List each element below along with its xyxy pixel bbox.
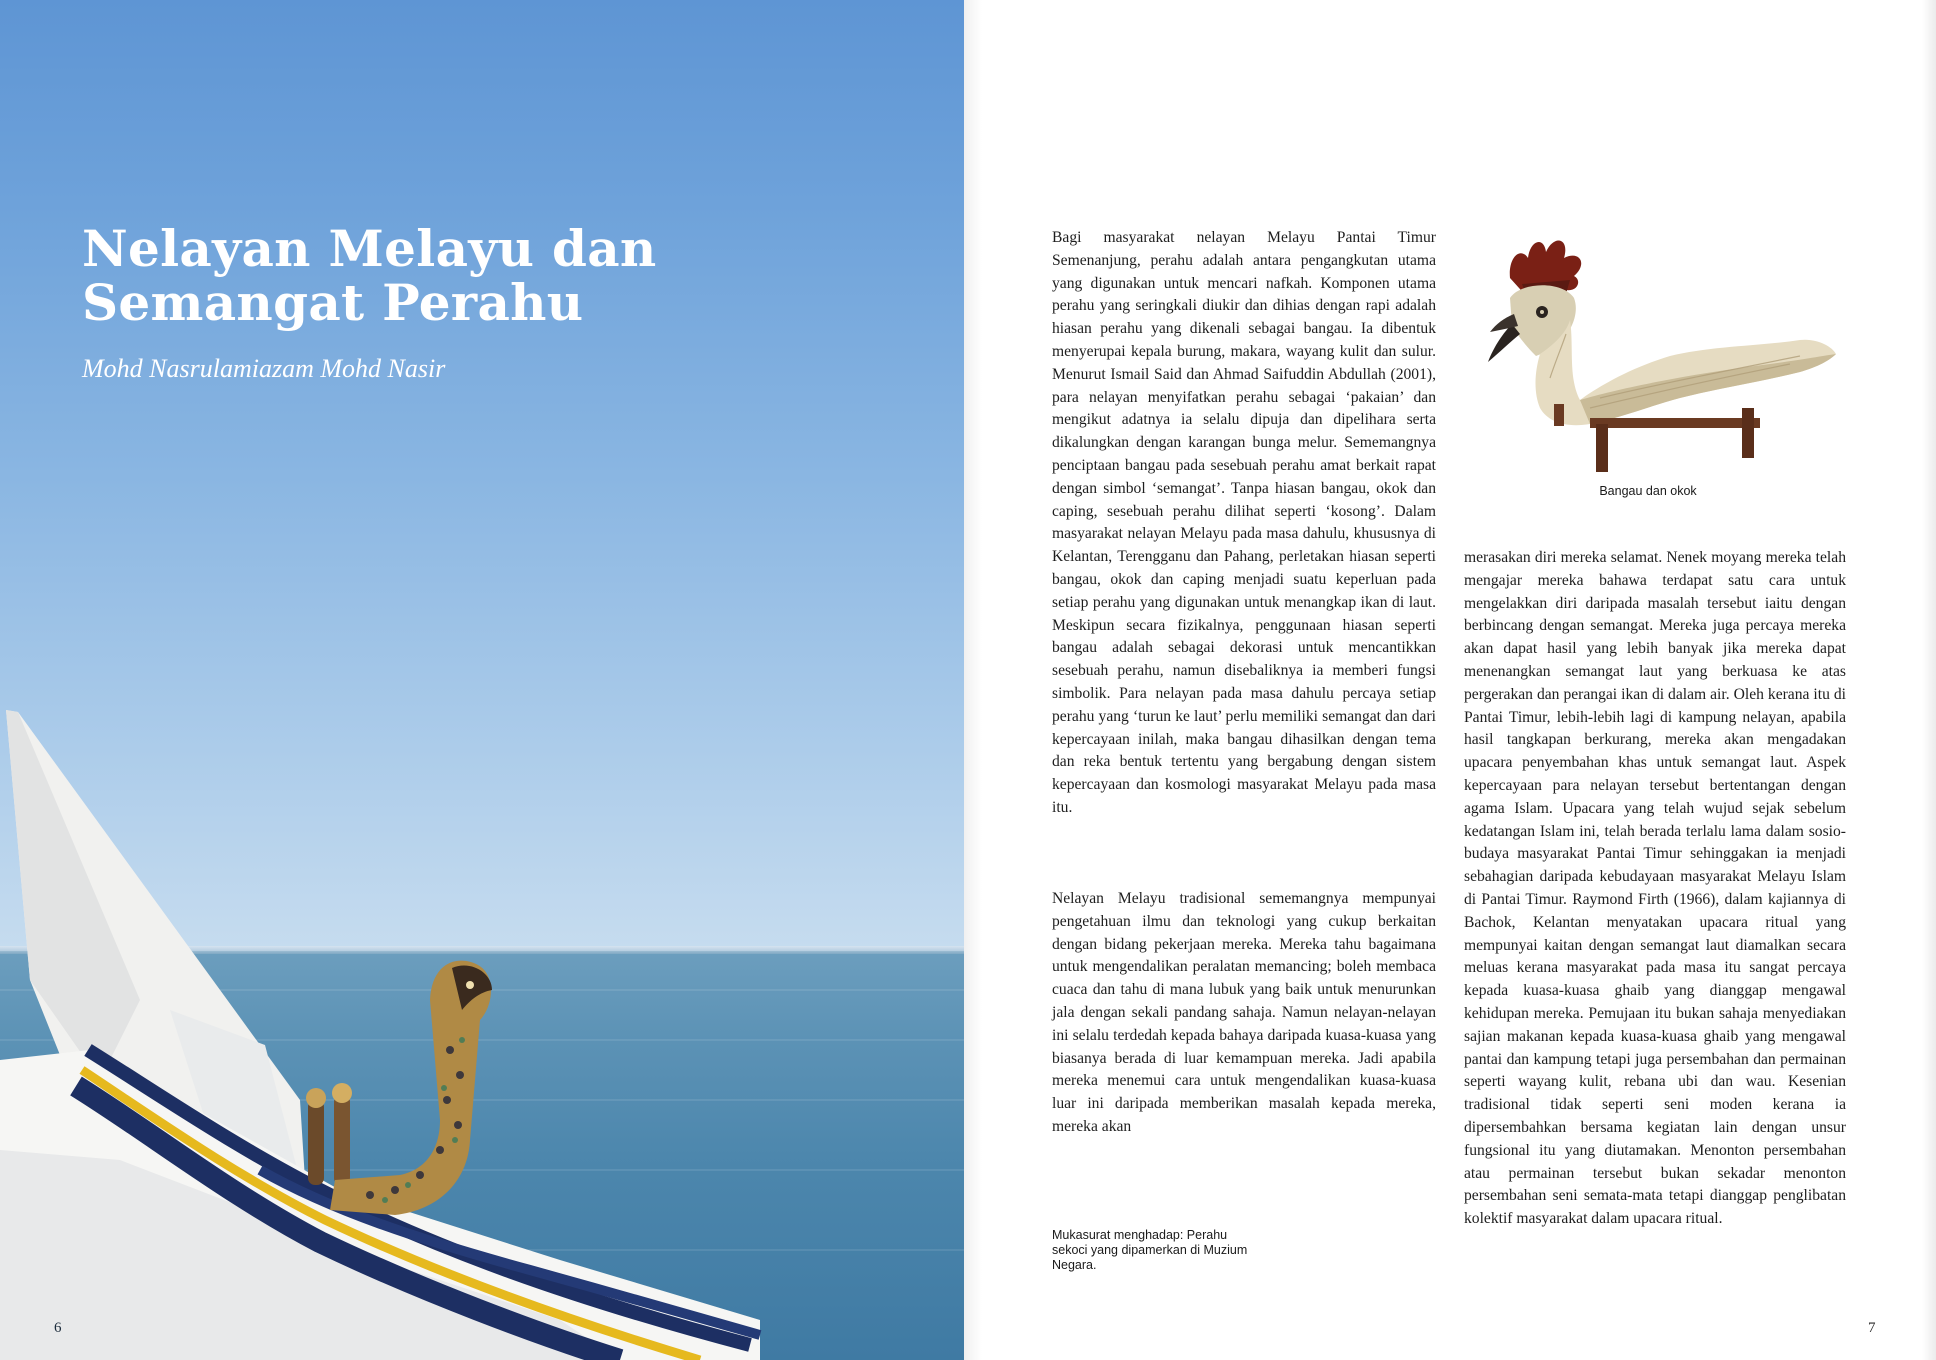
bangau-carving [330,961,492,1215]
author-name: Mohd Nasrulamiazam Mohd Nasir [82,354,446,383]
page-number-left: 6 [54,1320,62,1336]
column-1-bottom [1052,888,1436,1139]
caption-facing-page [1052,1228,1282,1273]
caption-bangau: Bangau dan okok [1599,484,1697,498]
title-line-2: Semangat Perahu [82,273,584,332]
paragraph-1: Bagi masyarakat nelayan Melayu Pantai Timur Semenanjung, perahu adalah antara pengangkutan utama yang digunakan untuk mencari nafkah. Komponen utama perahu yang seringkali diukir dan dihias dengan rapi adalah hiasan perahu yang dikenali sebagai bangau. Ia dibentuk menyerupai kepala burung, makara, wayang kulit dan sulur. Menurut Ismail Said dan Ahmad Saifuddin Abdullah (2001), para nelayan menyifatkan perahu sebagai ‘pakaian’ dan mengikut adatnya ia selalu dipuja dan dipelihara serta dikalungkan dengan karangan bunga melur. Sememangnya penciptaan bangau pada sesebuah perahu amat berkait rapat dengan simbol ‘semangat’. Tanpa hiasan bangau, okok dan caping, sesebuah perahu dilihat seperti ‘kosong’. Dalam masyarakat nelayan Melayu pada masa dahulu, khususnya di Kelantan, Terengganu dan Pahang, perletakan hiasan seperti bangau, okok dan caping menjadi suatu keperluan pada setiap perahu yang digunakan untuk menangkap ikan di laut. Meskipun secara fizikalnya, penggunaan hiasan seperti bangau adalah sebagai dekorasi untuk mencantikkan sesebuah perahu, namun disebaliknya ia memberi fungsi simbolik. Para nelayan pada masa dahulu percaya setiap perahu yang ‘turun ke laut’ perlu memiliki semangat dan dari kepercayaan inilah, maka bangau dihasilkan dengan tema dan reka bentuk tertentu yang bergabung dengan sistem kepercayaan dan kosmologi masyarakat Melayu pada masa itu. [1052,229,1436,816]
column-1-top [1052,227,1436,820]
page-edge [1922,0,1936,1360]
paragraph-2: Nelayan Melayu tradisional sememangnya mempunyai pengetahuan ilmu dan teknologi yang cukup berkaitan dengan bidang pekerjaan mereka. Mereka tahu bagaimana untuk mengendalikan peralatan memancing; boleh membaca cuaca dan tahu di mana lubuk yang baik untuk menurunkan jala dengan sekali pandang sahaja. Namun nelayan-nelayan ini selalu terdedah kepada bahaya daripada kuasa-kuasa yang biasanya berada di luar kemampuan mereka. Jadi apabila mereka menemui cara untuk mengendalikan kuasa-kuasa luar ini daripada memberikan masalah kepada mereka, mereka akan [1052,890,1436,1135]
title-line-1: Nelayan Melayu dan [82,219,657,278]
column-2 [1464,547,1846,1231]
bangau-okok-image [1470,228,1840,482]
page-number-right: 7 [1868,1320,1876,1336]
article-title [82,219,702,332]
cover-photo [0,0,964,1360]
boat-bow-illustration [0,0,964,1360]
paragraph-3: merasakan diri mereka selamat. Nenek moyang mereka telah mengajar mereka bahawa terdapat satu cara untuk mengelakkan diri daripada masalah tersebut iaitu dengan berbincang dengan semangat. Mereka juga percaya mereka akan dapat hasil yang lebih banyak jika mereka dapat menenangkan semangat laut yang berkuasa ke atas pergerakan dan perangai ikan di dalam air. Oleh kerana itu di Pantai Timur, lebih-lebih lagi di kampung nelayan, apabila hasil tangkapan berkurang, mereka akan mengadakan upacara penyembahan khas untuk semangat laut. Aspek kepercayaan para nelayan tersebut bertentangan dengan agama Islam. Upacara yang telah wujud sejak sebelum kedatangan Islam ini, telah berada terlalu lama dalam sosio-budaya masyarakat Pantai Timur sehinggakan ia menjadi sebahagian daripada kebudayaan masyarakat Melayu Islam di Pantai Timur. Raymond Firth (1966), dalam kajiannya di Bachok, Kelantan menyatakan upacara ritual yang mempunyai kaitan dengan semangat laut diamalkan secara meluas kerana masyarakat pada masa itu sangat percaya kepada kuasa-kuasa ghaib yang dianggap mengawal kehidupan mereka. Pemujaan itu bukan sahaja menyediakan sajian makanan kepada kuasa-kuasa ghaib yang mengawal pantai dan kampung tetapi juga persembahan dan permainan seperti wayang kulit, rebana ubi dan wau. Kesenian tradisional tidak seperti seni moden kerana ia dipersembahkan bersama kegiatan lain dengan unsur fungsional itu yang diutamakan. Menonton persembahan atau permainan tersebut bukan sekadar menonton persembahan seni semata-mata tetapi dianggap penglibatan kolektif masyarakat dalam upacara ritual. [1464,549,1846,1228]
caption-facing-line-3: Negara. [1052,1258,1097,1272]
caption-facing-line-1: Mukasurat menghadap: Perahu [1052,1228,1228,1242]
caption-facing-line-2: sekoci yang dipamerkan di Muzium [1052,1243,1248,1257]
gutter [964,0,982,1360]
